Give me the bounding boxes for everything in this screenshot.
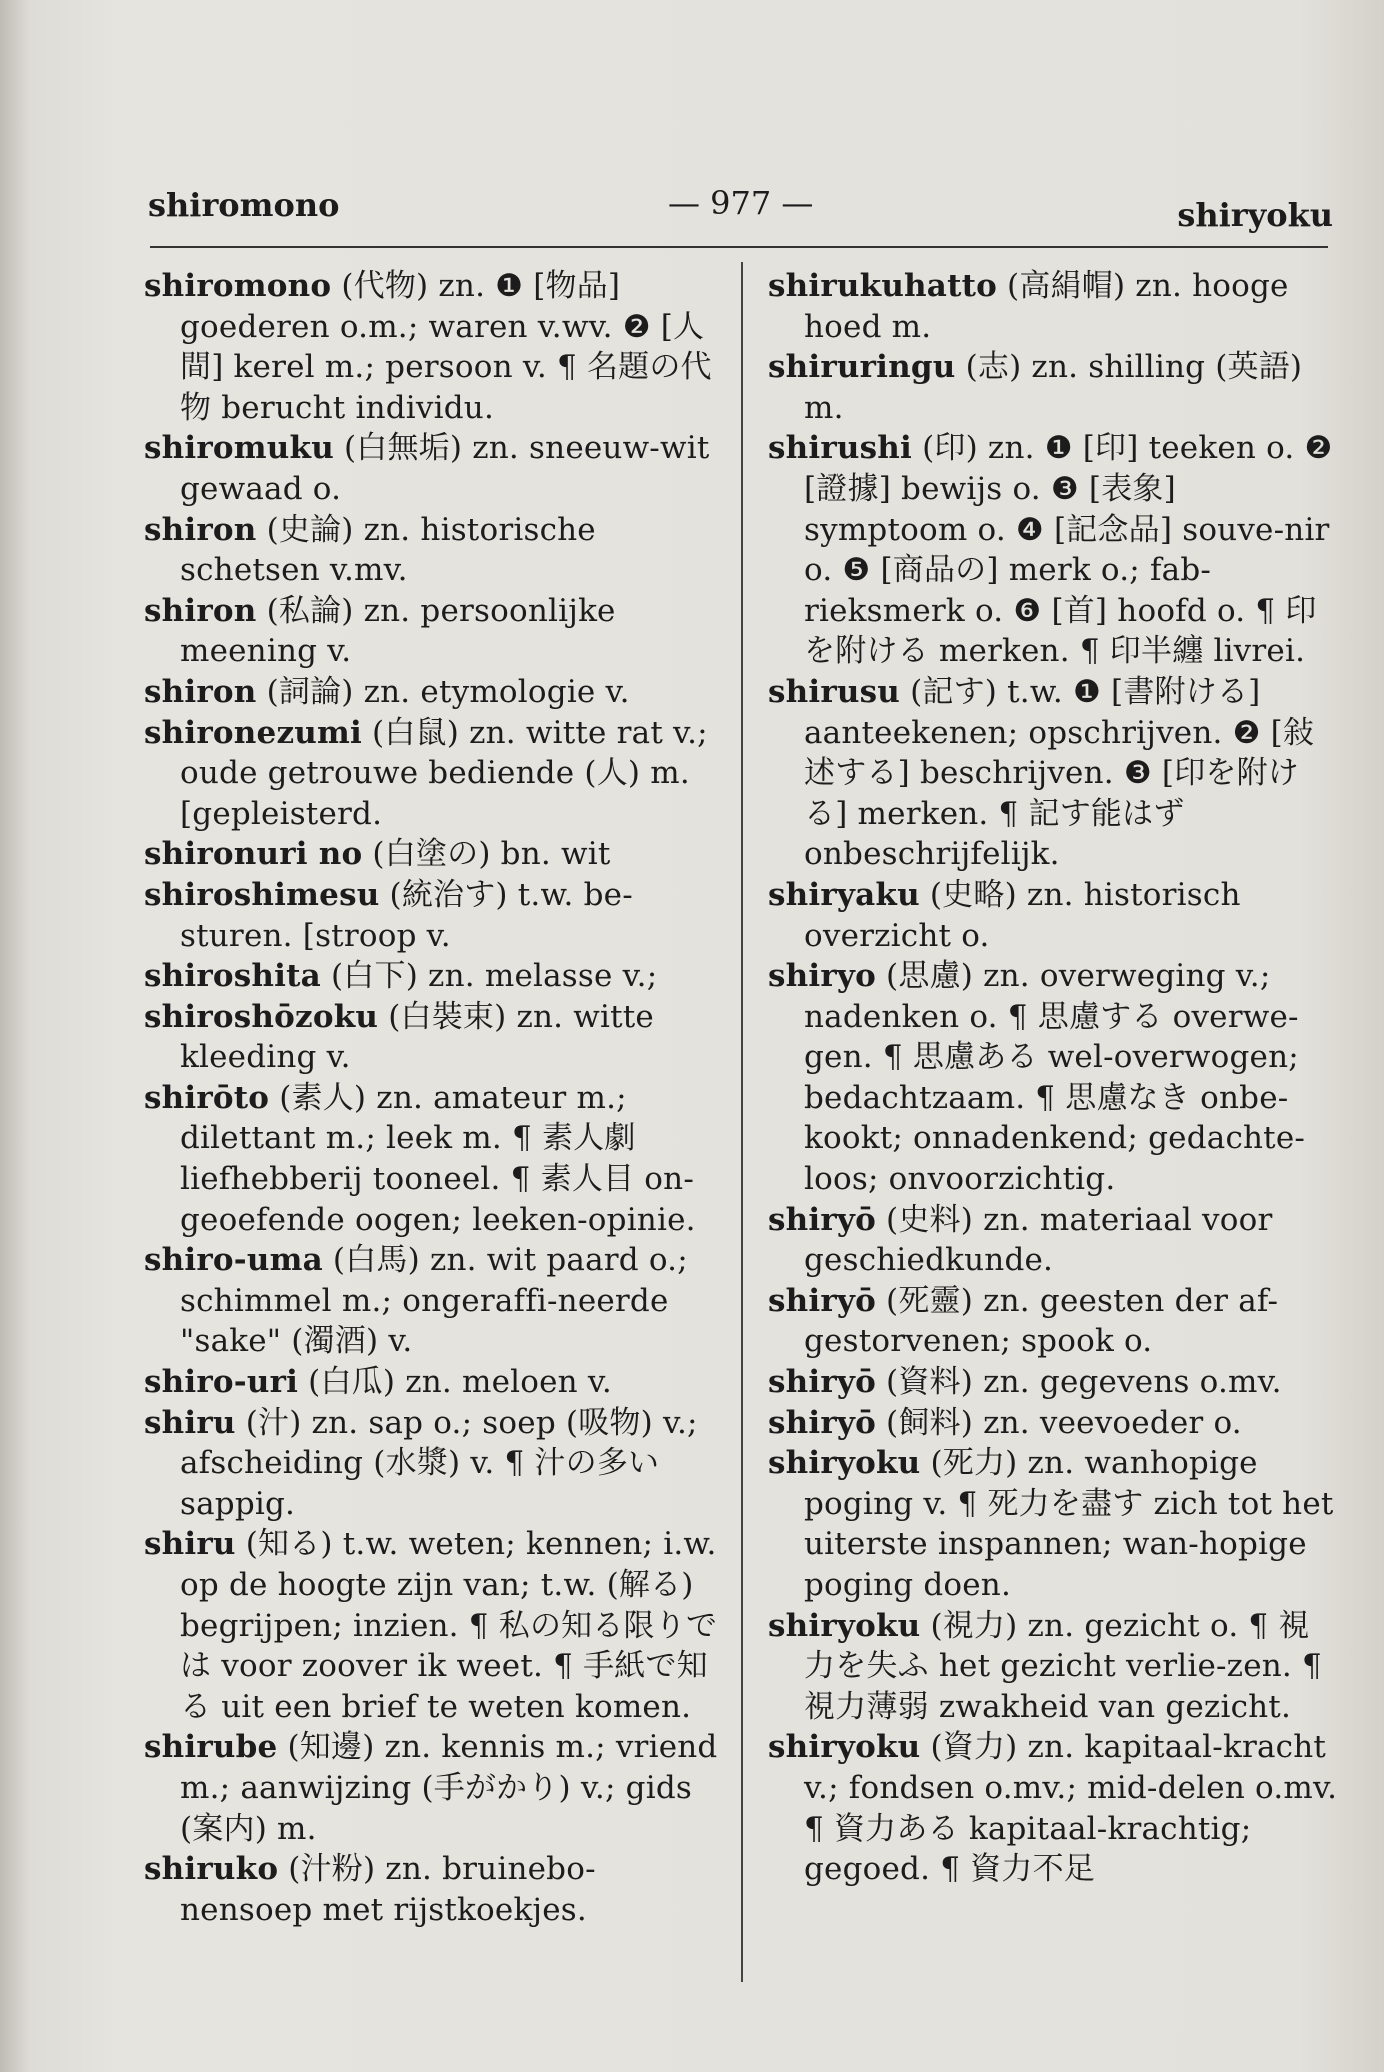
headword: shiryō xyxy=(768,1404,876,1441)
headword: shiron xyxy=(144,511,257,548)
entry xyxy=(768,1443,1340,1605)
entry-text: (資料) zn. gegevens o.mv. xyxy=(876,1364,1282,1401)
entry xyxy=(144,428,719,509)
headword: shiryaku xyxy=(768,876,920,913)
page-number: — 977 — xyxy=(668,184,814,222)
entry-text: (白馬) zn. wit paard o.; schimmel m.; ongeraffi-neerde "sake" (濁酒) v. xyxy=(180,1242,688,1360)
headword: shiromuku xyxy=(144,430,334,467)
left-column xyxy=(144,266,719,1930)
entry-text: (素人) zn. amateur m.; dilettant m.; leek m. ¶ 素人劇 liefhebberij tooneel. ¶ 素人目 on-geoefende oogen; leeken-opinie. xyxy=(180,1079,696,1238)
entry xyxy=(144,1078,719,1240)
headword: shiro-uma xyxy=(144,1242,323,1279)
entry xyxy=(144,713,719,835)
entry-text: (白裝束) zn. witte kleeding v. xyxy=(180,998,654,1076)
entry xyxy=(768,672,1340,875)
entry xyxy=(144,1403,719,1525)
entry-text: (統治す) t.w. be-sturen. [stroop v. xyxy=(180,876,633,954)
entry-text: (代物) zn. ❶ [物品] goederen o.m.; waren v.wv. ❷ [人間] kerel m.; persoon v. ¶ 名題の代物 berucht individu. xyxy=(180,268,712,426)
entry xyxy=(768,1403,1340,1444)
entry-text: (思慮) zn. overweging v.; nadenken o. ¶ 思慮する overwe-gen. ¶ 思慮ある wel-overwogen; bedachtzaam. ¶ 思慮なき onbe-kookt; onnadenkend; gedachte-loos; onvoorzichtig. xyxy=(804,958,1306,1198)
page-header xyxy=(148,178,1333,238)
entry-text: (高絹帽) zn. hooge hoed m. xyxy=(804,268,1289,345)
headword: shironezumi xyxy=(144,714,362,751)
entry xyxy=(144,1727,719,1849)
entry-text: (印) zn. ❶ [印] teeken o. ❷ [證據] bewijs o. ❸ [表象] symptoom o. ❹ [記念品] souve-nir o. ❺ [商品の] merk o.; fab-rieksmerk o. ❻ [首] hoofd o. ¶ 印を附ける merken. ¶ 印半纏 livrei. xyxy=(804,430,1333,670)
entry xyxy=(768,347,1340,428)
headword: shiryoku xyxy=(768,1607,921,1644)
entry-text: (白瓜) zn. meloen v. xyxy=(298,1364,612,1401)
entry-text: (飼料) zn. veevoeder o. xyxy=(876,1404,1242,1441)
entry xyxy=(768,428,1340,672)
headword: shirōto xyxy=(144,1079,270,1116)
column-divider xyxy=(741,262,743,1982)
entry xyxy=(144,834,719,875)
entry xyxy=(144,997,719,1078)
entry xyxy=(144,591,719,672)
entry-text: (視力) zn. gezicht o. ¶ 視力を失ふ het gezicht verlie-zen. ¶ 視力薄弱 zwakheid van gezicht. xyxy=(804,1607,1322,1725)
headword: shironuri no xyxy=(144,836,363,873)
headword: shiryō xyxy=(768,1201,876,1238)
entry xyxy=(144,956,719,997)
right-column xyxy=(768,266,1340,1890)
entry-text: (史料) zn. materiaal voor geschiedkunde. xyxy=(804,1201,1273,1279)
left-guide-word: shiromono xyxy=(148,186,340,224)
headword: shiru xyxy=(144,1404,236,1441)
entry-text: (白塗の) bn. wit xyxy=(362,836,611,873)
entry-text: (死靈) zn. geesten der af-gestorvenen; spook o. xyxy=(804,1282,1279,1360)
entry xyxy=(768,1727,1340,1889)
headword: shiryoku xyxy=(768,1729,921,1766)
entry xyxy=(144,1240,719,1362)
headword: shiroshōzoku xyxy=(144,998,379,1035)
entry xyxy=(768,875,1340,956)
entry-text: (白下) zn. melasse v.; xyxy=(320,958,658,995)
entry xyxy=(144,510,719,591)
entry-text: (白無垢) zn. sneeuw-wit gewaad o. xyxy=(180,430,710,507)
entry-text: (詞論) zn. etymologie v. xyxy=(256,673,630,710)
entry xyxy=(768,956,1340,1200)
headword: shiruko xyxy=(144,1851,279,1888)
headword: shiron xyxy=(144,592,257,629)
entry-text: (知邊) zn. kennis m.; vriend m.; aanwijzing (手がかり) v.; gids (案内) m. xyxy=(180,1729,718,1847)
entry-text: (汁粉) zn. bruinebo-nensoep met rijstkoekjes. xyxy=(180,1851,596,1928)
headword: shiro-uri xyxy=(144,1364,299,1401)
entry-text: (志) zn. shilling (英語) m. xyxy=(804,349,1303,426)
headword: shiroshimesu xyxy=(144,876,380,913)
right-guide-word: shiryoku xyxy=(1177,196,1333,234)
header-rule xyxy=(150,246,1328,248)
entry xyxy=(144,672,719,713)
entry xyxy=(144,1849,719,1930)
headword: shirushi xyxy=(768,430,913,467)
headword: shirukuhatto xyxy=(768,268,997,304)
headword: shiron xyxy=(144,673,257,710)
headword: shirube xyxy=(144,1729,278,1766)
entry xyxy=(768,1362,1340,1403)
headword: shiryo xyxy=(768,958,876,995)
headword: shiru xyxy=(144,1526,236,1563)
entry-text: (汁) zn. sap o.; soep (吸物) v.; afscheiding (水漿) v. ¶ 汁の多い sappig. xyxy=(180,1404,698,1522)
entry-text: (史略) zn. historisch overzicht o. xyxy=(804,876,1241,954)
entry-text: (史論) zn. historische schetsen v.mv. xyxy=(180,511,596,589)
entry xyxy=(768,1606,1340,1728)
entry xyxy=(144,875,719,956)
entry-text: (私論) zn. persoonlijke meening v. xyxy=(180,592,616,670)
entry xyxy=(144,266,719,428)
headword: shiryō xyxy=(768,1364,876,1401)
entry-text: (資力) zn. kapitaal-kracht v.; fondsen o.mv.; mid-delen o.mv. ¶ 資力ある kapitaal-krachtig; gegoed. ¶ 資力不足 xyxy=(804,1729,1338,1888)
headword: shiryoku xyxy=(768,1445,921,1482)
entry xyxy=(768,266,1340,347)
entry xyxy=(144,1524,719,1727)
entry-text: (死力) zn. wanhopige poging v. ¶ 死力を盡す zich tot het uiterste inspannen; wan-hopige poging doen. xyxy=(804,1445,1334,1603)
headword: shiromono xyxy=(144,268,332,304)
headword: shiryō xyxy=(768,1282,876,1319)
entry-text: (記す) t.w. ❶ [書附ける] aanteekenen; opschrijven. ❷ [敍述する] beschrijven. ❸ [印を附ける] merken. ¶ 記す能はず onbeschrijfelijk. xyxy=(804,673,1315,873)
headword: shiruringu xyxy=(768,349,956,386)
entry-text: (知る) t.w. weten; kennen; i.w. op de hoogte zijn van; t.w. (解る) begrijpen; inzien. ¶ 私の知る限りでは voor zoover ik weet. ¶ 手紙で知る uit een brief te weten komen. xyxy=(180,1526,718,1725)
entry xyxy=(768,1200,1340,1281)
headword: shirusu xyxy=(768,673,901,710)
entry-text: (白鼠) zn. witte rat v.; oude getrouwe bediende (人) m. [gepleisterd. xyxy=(180,714,708,832)
headword: shiroshita xyxy=(144,958,321,995)
entry xyxy=(144,1362,719,1403)
entry xyxy=(768,1281,1340,1362)
